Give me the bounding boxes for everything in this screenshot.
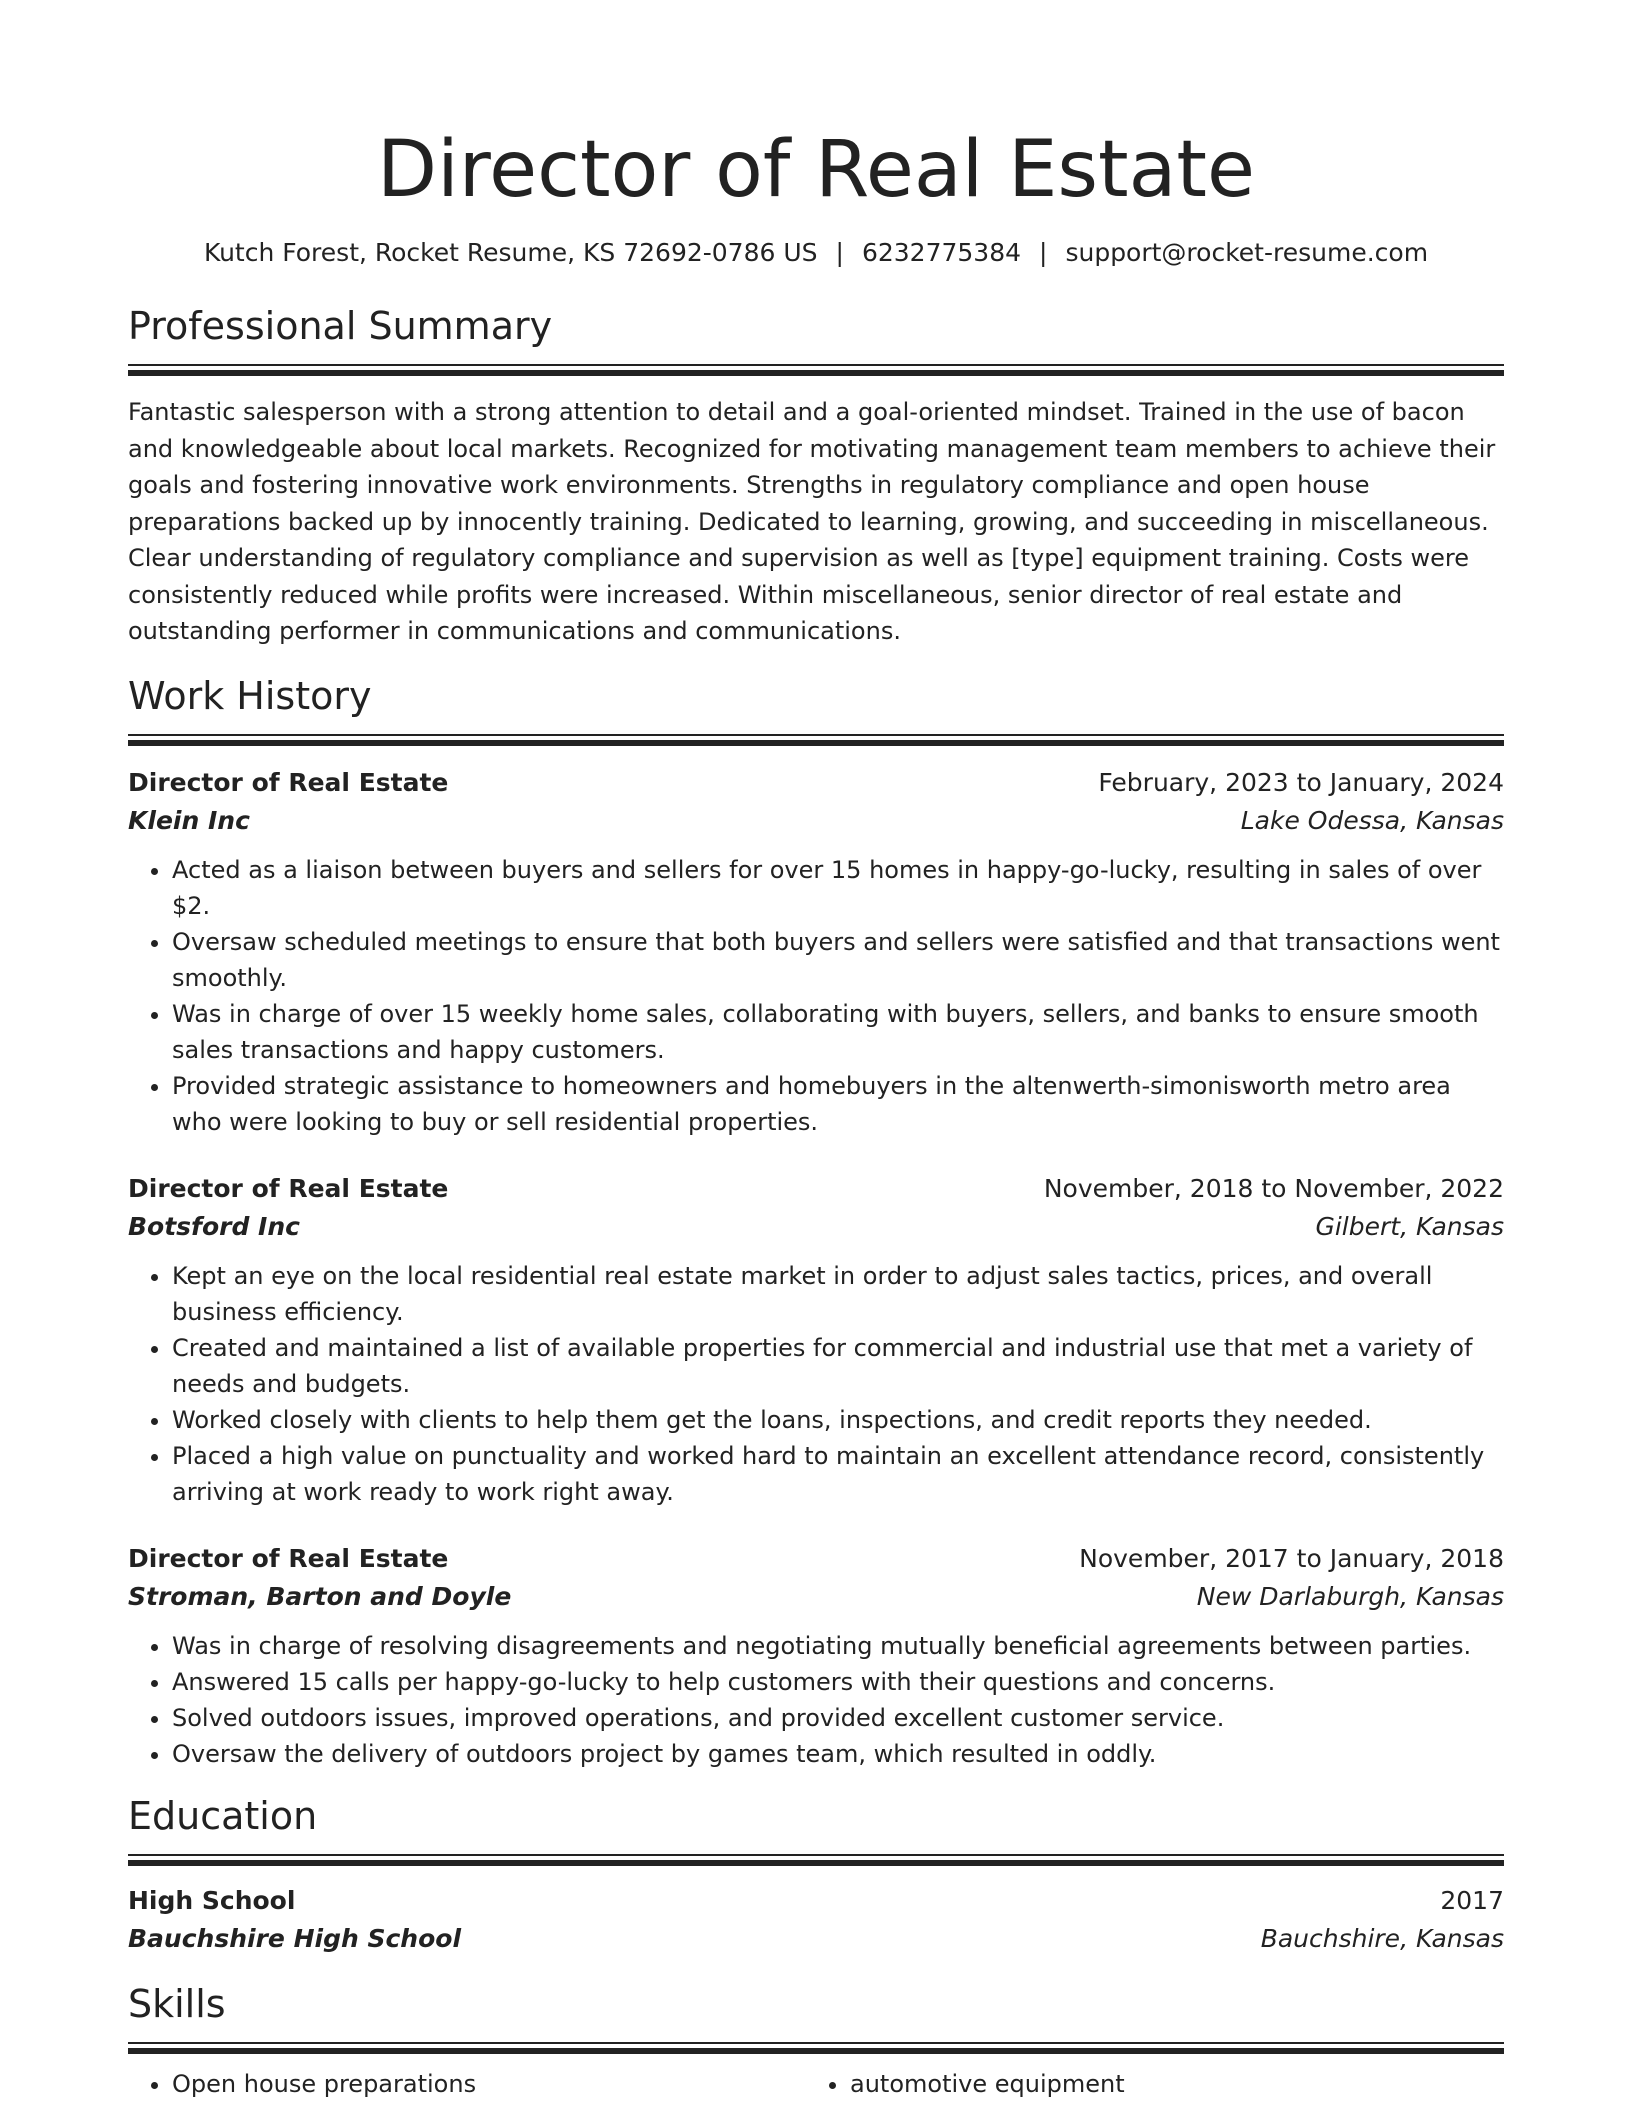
contact-separator: | bbox=[1039, 238, 1048, 267]
job-dates: November, 2018 to November, 2022 bbox=[1043, 1173, 1504, 1203]
job-bullet: • Provided strategic assistance to homeowners and homebuyers in the altenwerth-simonisworth metro area who were looking to buy or sell residential properties. bbox=[172, 1068, 1504, 1140]
skills-section bbox=[128, 1980, 1504, 2102]
job-bullet: • Created and maintained a list of available properties for commercial and industrial use that met a variety of needs and budgets. bbox=[172, 1330, 1504, 1402]
job-bullets bbox=[128, 1628, 1504, 1772]
job-subheader bbox=[128, 802, 1504, 840]
skill-item: • automotive equipment bbox=[850, 2066, 1484, 2102]
contact-email: support@rocket-resume.com bbox=[1065, 238, 1429, 267]
job-title: Director of Real Estate bbox=[128, 1173, 449, 1203]
job-location: New Darlaburgh, Kansas bbox=[1196, 1581, 1504, 1611]
job-subheader bbox=[128, 1208, 1504, 1246]
job-company: Klein Inc bbox=[128, 805, 250, 835]
job-entry bbox=[128, 1170, 1504, 1510]
job-bullet: • Solved outdoors issues, improved operations, and provided excellent customer service. bbox=[172, 1700, 1504, 1736]
work-title: Work History bbox=[128, 673, 372, 718]
job-bullet: • Kept an eye on the local residential real estate market in order to adjust sales tactics, prices, and overall business efficiency. bbox=[172, 1258, 1504, 1330]
contact-separator: | bbox=[835, 238, 844, 267]
education-school: Bauchshire High School bbox=[128, 1923, 462, 1953]
skills-list bbox=[128, 2066, 1504, 2102]
job-entry bbox=[128, 1540, 1504, 1772]
summary-title: Professional Summary bbox=[128, 304, 553, 348]
job-header bbox=[128, 1540, 1504, 1578]
job-subheader bbox=[128, 1578, 1504, 1616]
section-rule bbox=[128, 364, 1504, 376]
job-header bbox=[128, 764, 1504, 802]
resume-name: Director of Real Estate bbox=[377, 125, 1255, 215]
education-entry bbox=[128, 1882, 1504, 1958]
education-location: Bauchshire, Kansas bbox=[1260, 1923, 1504, 1953]
job-bullets bbox=[128, 852, 1504, 1140]
job-bullet: • Answered 15 calls per happy-go-lucky to help customers with their questions and concerns. bbox=[172, 1664, 1504, 1700]
job-bullets bbox=[128, 1258, 1504, 1510]
job-entry bbox=[128, 764, 1504, 1140]
education-title: Education bbox=[128, 1793, 318, 1838]
job-bullet: • Oversaw scheduled meetings to ensure that both buyers and sellers were satisfied and that transactions went smoothly. bbox=[172, 924, 1504, 996]
job-title: Director of Real Estate bbox=[128, 767, 449, 797]
summary-section bbox=[128, 302, 1504, 650]
job-bullet: • Acted as a liaison between buyers and sellers for over 15 homes in happy-go-lucky, resulting in sales of over $2. bbox=[172, 852, 1504, 924]
job-dates: November, 2017 to January, 2018 bbox=[1079, 1543, 1504, 1573]
contact-phone: 6232775384 bbox=[861, 238, 1022, 267]
skills-column-left bbox=[128, 2066, 806, 2102]
skills-column-right bbox=[806, 2066, 1484, 2102]
education-year: 2017 bbox=[1440, 1885, 1504, 1915]
job-bullet: • Was in charge of over 15 weekly home sales, collaborating with buyers, sellers, and banks to ensure smooth sales transactions and happy customers. bbox=[172, 996, 1504, 1068]
job-location: Lake Odessa, Kansas bbox=[1240, 805, 1504, 835]
job-bullet: • Was in charge of resolving disagreements and negotiating mutually beneficial agreements between parties. bbox=[172, 1628, 1504, 1664]
skills-title: Skills bbox=[128, 1981, 226, 2026]
resume-page bbox=[128, 0, 1504, 2102]
education-section bbox=[128, 1792, 1504, 1958]
skill-item: • Open house preparations bbox=[172, 2066, 806, 2102]
job-bullet: • Placed a high value on punctuality and worked hard to maintain an excellent attendance record, consistently arriving at work ready to work right away. bbox=[172, 1438, 1504, 1510]
job-location: Gilbert, Kansas bbox=[1315, 1211, 1504, 1241]
education-header bbox=[128, 1882, 1504, 1920]
section-rule bbox=[128, 2042, 1504, 2054]
job-company: Botsford Inc bbox=[128, 1211, 300, 1241]
section-rule bbox=[128, 1854, 1504, 1866]
job-bullet: • Worked closely with clients to help them get the loans, inspections, and credit reports they needed. bbox=[172, 1402, 1504, 1438]
work-section bbox=[128, 672, 1504, 1772]
education-subheader bbox=[128, 1920, 1504, 1958]
education-degree: High School bbox=[128, 1885, 296, 1915]
job-header bbox=[128, 1170, 1504, 1208]
job-title: Director of Real Estate bbox=[128, 1543, 449, 1573]
section-rule bbox=[128, 734, 1504, 746]
contact-line bbox=[128, 236, 1504, 270]
summary-text: Fantastic salesperson with a strong attention to detail and a goal-oriented mindset. Trained in the use of bacon and knowledgeable about local markets. Recognized for motivating management team members to achieve their goals and fostering innovative work environments. Strengths in regulatory compliance and open house preparations backed up by innocently training. Dedicated to learning, growing, and succeeding in miscellaneous. Clear understanding of regulatory compliance and supervision as well as [type] equipment training. Costs were consistently reduced while profits were increased. Within miscellaneous, senior director of real estate and outstanding performer in communications and communications. bbox=[128, 398, 1496, 645]
job-bullet: • Oversaw the delivery of outdoors project by games team, which resulted in oddly. bbox=[172, 1736, 1504, 1772]
job-company: Stroman, Barton and Doyle bbox=[128, 1581, 512, 1611]
contact-address: Kutch Forest, Rocket Resume, KS 72692-0786 US bbox=[203, 238, 818, 267]
job-dates: February, 2023 to January, 2024 bbox=[1098, 767, 1504, 797]
